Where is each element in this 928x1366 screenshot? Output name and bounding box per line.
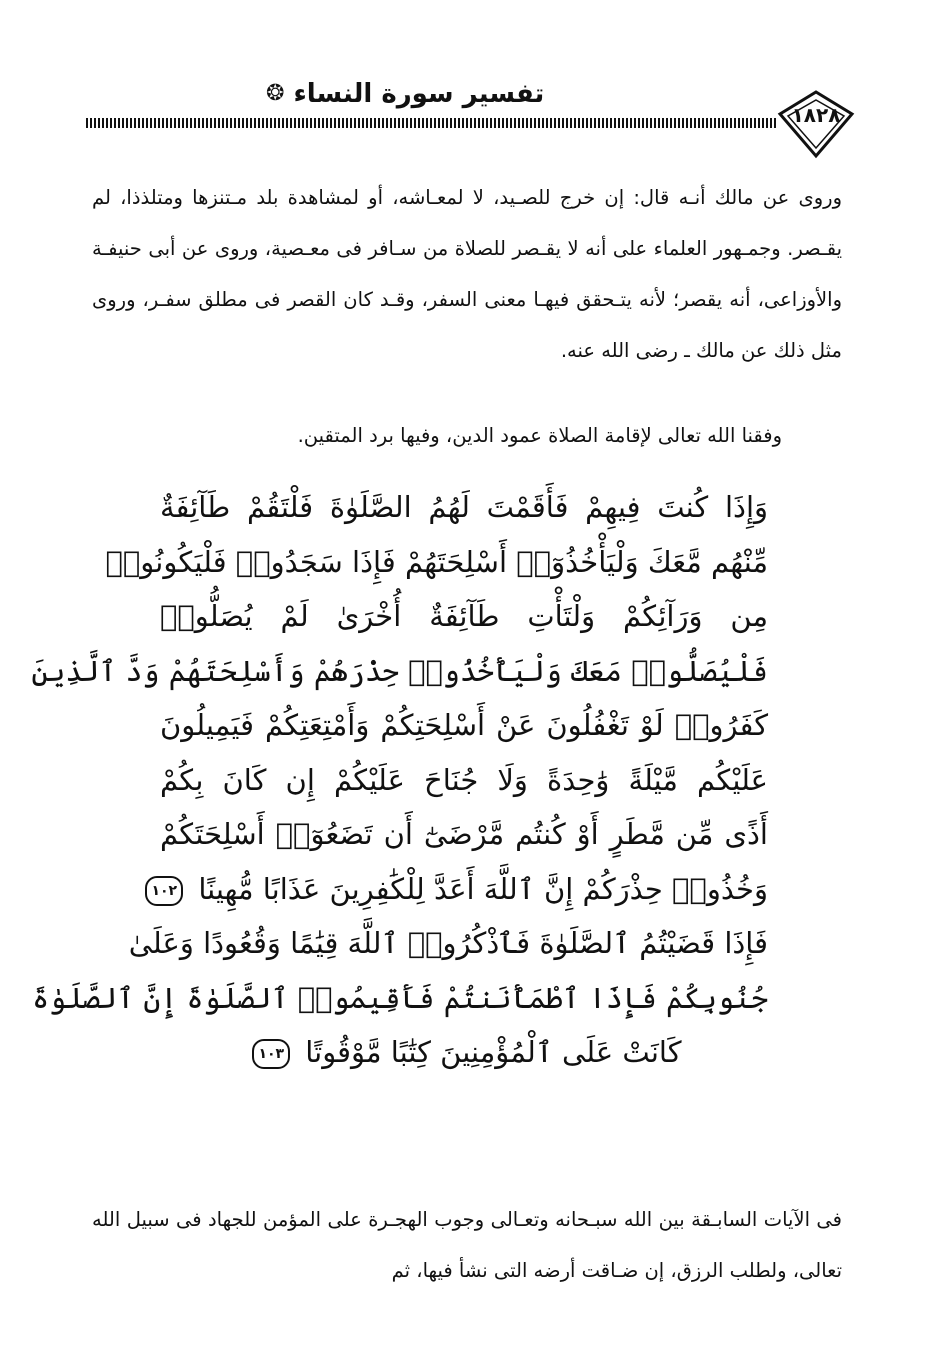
quran-line-10: جُنُوبِكُمْ فَإِذَا ٱطْمَأْنَنتُمْ فَأَقِيمُوا۟ ٱلصَّلَوٰةَ إِنَّ ٱلصَّلَوٰةَ [32,980,768,1015]
verse-marker-103: ١٠٣ [252,1039,290,1069]
quran-line-8: وَخُذُوا۟ حِذْرَكُمْ إِنَّ ٱللَّهَ أَعَدَّ لِلْكَٰفِرِينَ عَذَابًا مُّهِينًا [198,871,768,906]
quran-line-3: مِن وَرَآئِكُمْ وَلْتَأْتِ طَآئِفَةٌ أُخْرَىٰ لَمْ يُصَلُّوا۟ [160,599,768,633]
page-number: ١٨٢٨ [791,103,841,127]
ornament-icon: ❂ [266,80,285,106]
running-title [256,76,856,111]
paragraph-3: فى الآيات السابـقة بين الله سبـحانه وتعـالى وجوب الهجـرة على المؤمن للجهاد فى سبيل الله تعالى، ولطلب الرزق، إن ضـاقت أرضه التى نشأ فيها، ثم [92,1208,842,1282]
page-header [86,70,856,160]
surah-title: تفسير سورة النساء [293,78,545,109]
quran-line-7: أَذًى مِّن مَّطَرٍ أَوْ كُنتُم مَّرْضَىٰٓ أَن تَضَعُوٓا۟ أَسْلِحَتَكُمْ [160,817,768,851]
quran-line-8-wrap [151,862,768,917]
paragraph-1: وروى عن مالك أنـه قال: إن خرج للصـيد، لا لمعـاشه، أو لمشاهدة بلد مـتنزها ومتلذذا، لم يقـصر. وجمـهور العلماء على أنه لا يقـصر للصلاة من سـافر فى معـصية، وروى عن أبى حنيفـة والأوزاعى، أنه يقصر؛ لأنه يتـحقق فيهـا معنى السفر، وقـد كان القصر فى مطلق سفـر، وروى مثل ذلك عن مالك ـ رضى الله عنه. [92,186,842,362]
quran-line-4: فَلْيُصَلُّوا۟ مَعَكَ وَلْيَأْخُذُوا۟ حِذْرَهُمْ وَأَسْلِحَتَهُمْ وَدَّ ٱلَّذِينَ [31,653,768,688]
quran-line-11-wrap [160,1025,768,1080]
quran-line-11: كَانَتْ عَلَى ٱلْمُؤْمِنِينَ كِتَٰبًا مَّوْقُوتًا [305,1035,682,1069]
quran-verses [31,480,768,1080]
page-number-badge [776,90,856,160]
quran-line-5: كَفَرُوا۟ لَوْ تَغْفُلُونَ عَنْ أَسْلِحَتِكُمْ وَأَمْتِعَتِكُمْ فَيَمِيلُونَ [160,708,768,742]
paragraph-2: وفقنا الله تعالى لإقامة الصلاة عمود الدين، وفيها برد المتقين. [297,424,782,447]
quran-line-2: مِّنْهُم مَّعَكَ وَلْيَأْخُذُوٓا۟ أَسْلِحَتَهُمْ فَإِذَا سَجَدُوا۟ فَلْيَكُونُوا۟ [105,544,768,579]
header-rule [86,118,776,128]
quran-line-9: فَإِذَا قَضَيْتُمُ ٱلصَّلَوٰةَ فَٱذْكُرُوا۟ ٱللَّهَ قِيَٰمًا وَقُعُودًا وَعَلَىٰ [128,926,768,960]
quran-line-1: وَإِذَا كُنتَ فِيهِمْ فَأَقَمْتَ لَهُمُ الصَّلَوٰةَ فَلْتَقُمْ طَآئِفَةٌ [160,490,768,524]
quran-line-6: عَلَيْكُم مَّيْلَةً وَٰحِدَةً وَلَا جُنَاحَ عَلَيْكُمْ إِن كَانَ بِكُمْ [160,762,768,797]
verse-marker-102: ١٠٢ [145,876,183,906]
